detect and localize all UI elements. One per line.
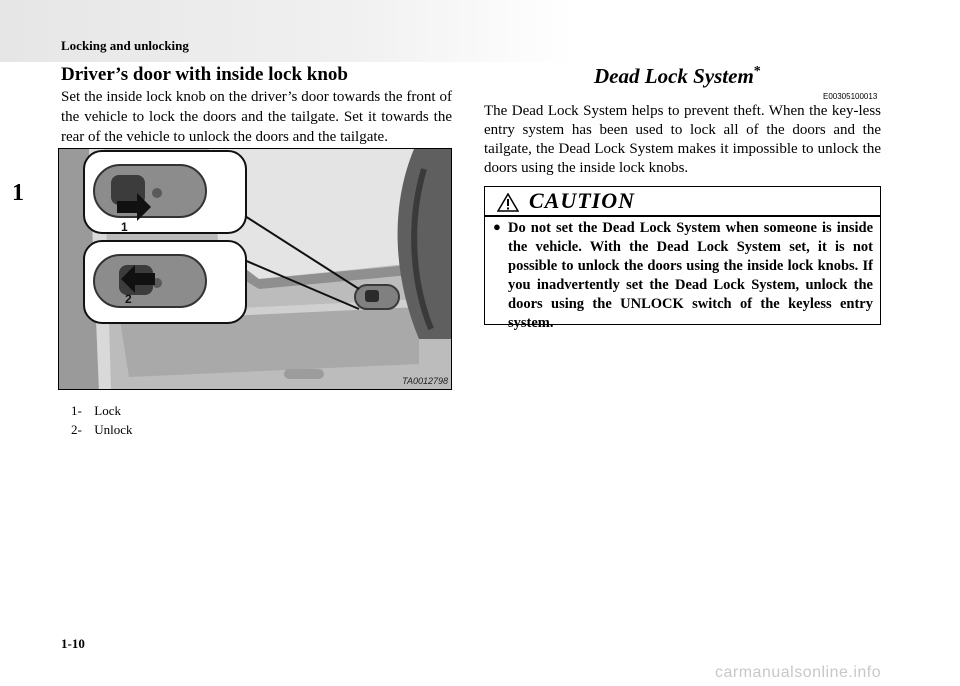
legend-number: 2- [71, 422, 82, 437]
figure-code: TA0012798 [402, 376, 448, 386]
figure-legend [71, 401, 133, 439]
caution-box [484, 186, 881, 331]
legend-label: Unlock [94, 422, 133, 437]
legend-item [71, 401, 133, 420]
reference-code: E00305100013 [823, 92, 878, 101]
callout-2: 2 [125, 292, 132, 306]
asterisk-mark: * [753, 64, 761, 79]
watermark: carmanualsonline.info [715, 664, 882, 681]
legend-item [71, 420, 133, 439]
caution-text: Do not set the Dead Lock System when someone is inside the vehicle. With the Dead Lock System set, it is not possible to unlock the doors using the inside lock knobs. If you inadvertently set the Dead Lock System, unlock the doors using the UNLOCK switch of the keyless entry system. [508, 220, 873, 331]
callout-1: 1 [121, 220, 128, 234]
left-heading: Driver’s door with inside lock knob [61, 64, 348, 85]
warning-triangle-icon [497, 193, 519, 212]
page-number: 1-10 [61, 636, 85, 651]
legend-label: Lock [94, 403, 121, 418]
caution-title: CAUTION [529, 188, 636, 213]
bullet-icon: ● [493, 219, 501, 234]
door-illustration-svg [59, 149, 452, 390]
section-title: Locking and unlocking [61, 38, 189, 53]
caution-header [485, 187, 880, 217]
right-heading [594, 64, 761, 89]
right-heading-text: Dead Lock System [594, 64, 754, 88]
door-lock-illustration [58, 148, 452, 390]
legend-number: 1- [71, 403, 82, 418]
chapter-number: 1 [12, 180, 24, 206]
right-paragraph: The Dead Lock System helps to prevent theft. When the key-less entry system has been used to lock all of the doors and the tailgate, the Dead Lock System makes it impossible to unlock the doors using the inside lock knobs. [484, 103, 881, 176]
left-paragraph: Set the inside lock knob on the driver’s door towards the front of the vehicle to lock the doors and the tailgate. Set it towards the rear of the vehicle to unlock the doors and the tailgate. [61, 89, 452, 145]
caution-body [493, 219, 873, 333]
